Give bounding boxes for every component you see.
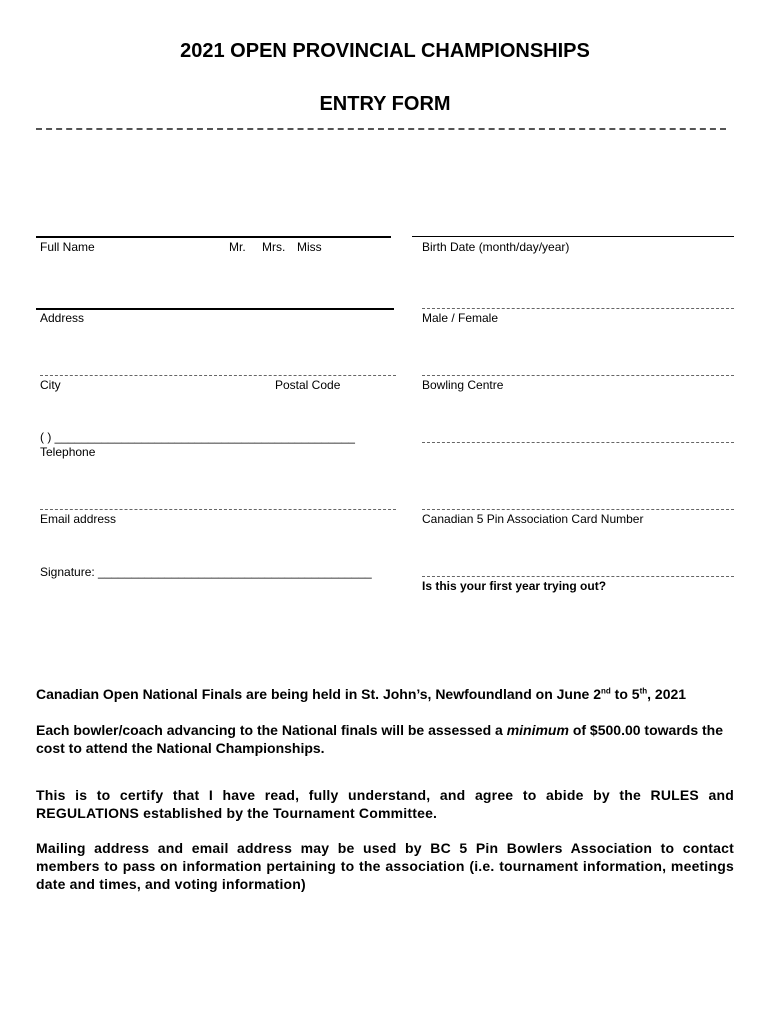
document-title: 2021 OPEN PROVINCIAL CHAMPIONSHIPS (180, 40, 590, 62)
full-name-field[interactable] (36, 236, 391, 238)
city-postal-field[interactable] (40, 375, 396, 376)
signature-field[interactable]: Signature: _________________________________________ (40, 565, 372, 579)
blank-field[interactable] (422, 442, 734, 443)
first-year-label: Is this your first year trying out? (422, 579, 607, 593)
title-mr-option[interactable]: Mr. (229, 240, 246, 254)
city-label: City (40, 378, 61, 392)
title-mrs-option[interactable]: Mrs. (262, 240, 286, 254)
email-field[interactable] (40, 509, 396, 510)
birth-date-label: Birth Date (month/day/year) (422, 240, 570, 254)
postal-code-label: Postal Code (275, 378, 341, 392)
telephone-field[interactable]: ( ) _____________________________________________ (40, 430, 355, 444)
bowling-centre-field[interactable] (422, 375, 734, 376)
header-divider (36, 128, 726, 130)
card-number-field[interactable] (422, 509, 734, 510)
telephone-label: Telephone (40, 445, 96, 459)
certify-note: This is to certify that I have read, fully understand, and agree to abide by the RULES and REGULATIONS established by the Tournament Committee. (36, 787, 734, 821)
title-miss-option[interactable]: Miss (297, 240, 322, 254)
cost-note: Each bowler/coach advancing to the National finals will be assessed a minimum of $500.00 towards the cost to attend the National Championships. (36, 722, 723, 756)
birth-date-field[interactable] (412, 236, 734, 237)
gender-label: Male / Female (422, 311, 499, 325)
mailing-note: Mailing address and email address may be used by BC 5 Pin Bowlers Association to contact members to pass on information pertaining to the association (i.e. tournament information, meetings date and times, and voting information) (36, 840, 734, 892)
email-label: Email address (40, 512, 117, 526)
bowling-centre-label: Bowling Centre (422, 378, 504, 392)
first-year-field[interactable] (422, 576, 734, 577)
full-name-label: Full Name (40, 240, 95, 254)
document-subtitle: ENTRY FORM (319, 93, 451, 115)
finals-note: Canadian Open National Finals are being held in St. John’s, Newfoundland on June 2nd to 5th, 2021 (36, 686, 687, 702)
address-label: Address (40, 311, 85, 325)
card-number-label: Canadian 5 Pin Association Card Number (422, 512, 644, 526)
gender-field[interactable] (422, 308, 734, 309)
address-field[interactable] (36, 308, 394, 310)
